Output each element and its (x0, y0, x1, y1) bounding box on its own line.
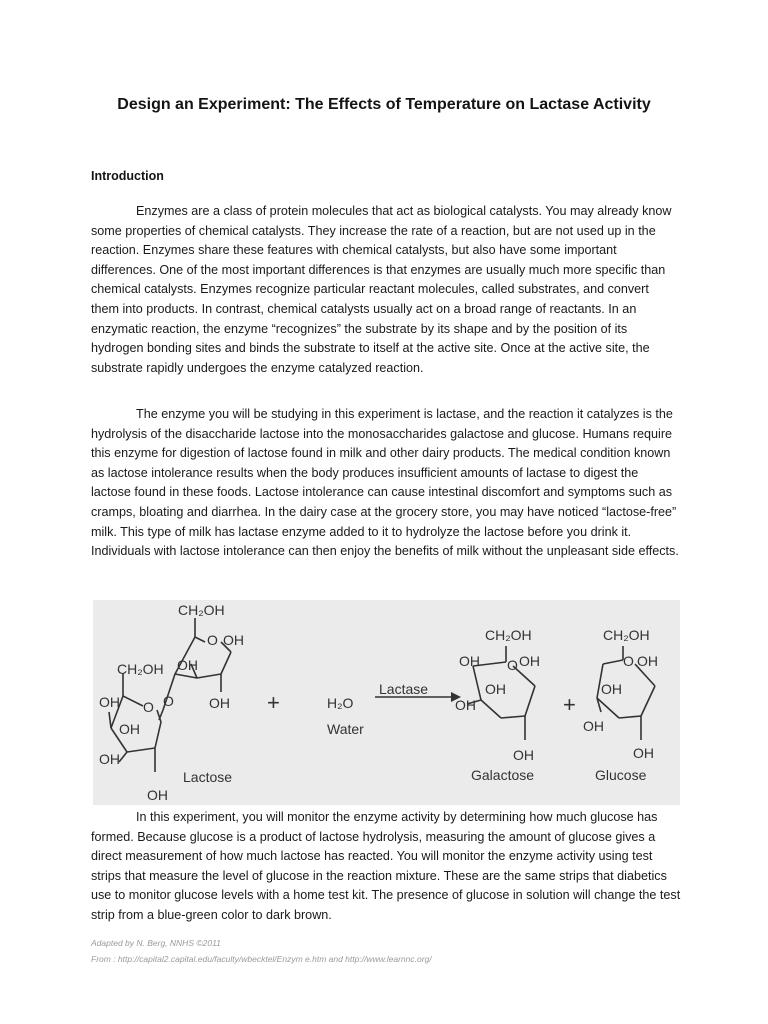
footer-adapted-by: Adapted by N. Berg, NNHS ©2011 (91, 938, 221, 948)
lactase-enzyme-label: Lactase (379, 681, 429, 697)
glucose-label: Glucose (595, 767, 647, 783)
document-title: Design an Experiment: The Effects of Temperature on Lactase Activity (117, 96, 651, 113)
lactose-label: Lactose (183, 769, 233, 785)
plus-sign-left: + (267, 690, 280, 715)
section-heading-introduction: Introduction (91, 169, 164, 183)
galactose-label: Galactose (471, 767, 535, 783)
lactose-oh-bottom: OH (147, 787, 168, 803)
glucose-ch2oh: CH₂OH (603, 627, 650, 643)
lactose-oh-inner: OH (177, 657, 198, 673)
lactose-oh-right: OH (209, 695, 230, 711)
lactose-glycosidic-o: O (163, 693, 174, 709)
lactose-oh-left: OH (99, 694, 120, 710)
galactose-oh-inner: OH (485, 681, 506, 697)
lactose-hydrolysis-figure (93, 600, 680, 805)
galactose-ch2oh: CH₂OH (485, 627, 532, 643)
lactose-oh-inner-bottom: OH (119, 721, 140, 737)
galactose-oh-bottom: OH (513, 747, 534, 763)
galactose-oh-top-right: OH (519, 653, 540, 669)
footer-source-links: From : http://capital2.capital.edu/faculty/wbecktel/Enzym e.htm and http://www.learnnc.org/ (91, 954, 432, 964)
paragraph-glucose-monitoring (91, 808, 681, 926)
glucose-oh-left: OH (583, 718, 604, 734)
glucose-oh-top-right: OH (637, 653, 658, 669)
lactose-ring-o-top: O (207, 632, 218, 648)
galactose-ring-o: O (507, 657, 518, 673)
galactose-oh-left: OH (455, 697, 476, 713)
paragraph-enzymes (91, 202, 679, 378)
lactose-ch2oh-left: CH₂OH (117, 661, 164, 677)
water-label: Water (327, 721, 364, 737)
paragraph-enzymes-text: Enzymes are a class of protein molecules that act as biological catalysts. You may already know some properties of chemical catalysts. They increase the rate of a reaction, but are not used up in the reaction. Enzymes share these features with chemical catalysts, but also have some important differences. One of the most important differences is that enzymes are usually much more specific than chemical catalysts. Enzymes recognize particular reactant molecules, called substrates, and convert them into products. In contrast, chemical catalysts usually act on a broad range of reactants. In an enzymatic reaction, the enzyme “recognizes” the substrate by its shape and by the position of its hydrogen bonding sites and binds the substrate to itself at the active site. Once at the active site, the substrate rapidly undergoes the enzyme catalyzed reaction. (91, 204, 672, 375)
paragraph-glucose-monitoring-text: In this experiment, you will monitor the enzyme activity by determining how much glucose has formed. Because glucose is a product of lactose hydrolysis, measuring the amount of glucose gives a direct measurement of how much lactose has reacted. You will monitor the enzyme activity using test strips that measure the level of glucose in the reaction mixture. These are the same strips that diabetics use to monitor glucose levels with a home test kit. The presence of glucose in solution will change the test strip from a blue-green color to dark brown. (91, 810, 681, 922)
lactose-ch2oh-top: CH₂OH (178, 602, 225, 618)
lactose-ring-o-bottom: O (143, 699, 154, 715)
paragraph-lactase-text: The enzyme you will be studying in this experiment is lactase, and the reaction it catalyzes is the hydrolysis of the disaccharide lactose into the monosaccharides galactose and glucose. Humans require this enzyme for digestion of lactose found in milk and other dairy products. The medical condition known as lactose intolerance results when the body produces insufficient amounts of lactase to digest the lactose found in these foods. Lactose intolerance can cause intestinal discomfort and symptoms such as cramps, bloating and diarrhea. In the dairy case at the grocery store, you may have noticed “lactose-free” milk. This type of milk has lactase enzyme added to it to hydrolyze the lactose before you drink it. Individuals with lactose intolerance can then enjoy the benefits of milk without the unpleasant side effects. (91, 407, 679, 559)
glucose-oh-inner: OH (601, 681, 622, 697)
water-formula: H₂O (327, 695, 354, 711)
lactose-oh-bottom-left: OH (99, 751, 120, 767)
glucose-oh-bottom: OH (633, 745, 654, 761)
paragraph-lactase (91, 405, 679, 562)
glucose-ring-o: O (623, 653, 634, 669)
plus-sign-right: + (563, 692, 576, 717)
galactose-oh-top-left: OH (459, 653, 480, 669)
lactose-oh-top-right: OH (223, 632, 244, 648)
reaction-diagram (93, 600, 680, 805)
